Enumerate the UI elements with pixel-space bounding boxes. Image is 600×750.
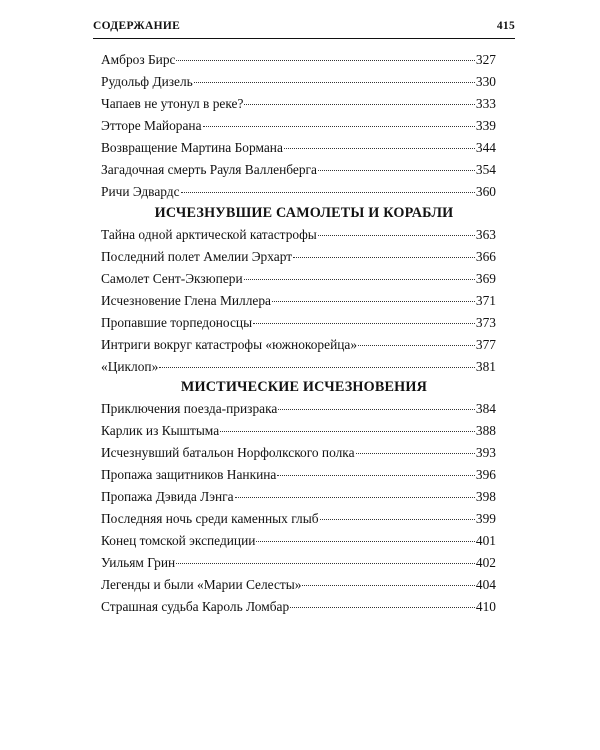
entry-page: 402 <box>475 555 496 570</box>
entry-title: Легенды и были «Марии Селесты» <box>101 577 302 592</box>
toc-entry <box>101 225 496 245</box>
dot-leader <box>318 235 475 236</box>
entry-page: 410 <box>475 599 496 614</box>
entry-page: 339 <box>475 118 496 133</box>
toc-entry <box>101 553 496 573</box>
dot-leader <box>194 82 475 83</box>
entry-page: 388 <box>475 423 496 438</box>
entry-title: Возвращение Мартина Бормана <box>101 140 283 155</box>
toc-entry <box>101 443 496 463</box>
dot-leader <box>320 519 475 520</box>
entry-title: Рудольф Дизель <box>101 74 193 89</box>
entry-page: 330 <box>475 74 496 89</box>
entry-title: Загадочная смерть Рауля Валленберга <box>101 162 317 177</box>
toc-entry <box>101 247 496 267</box>
section-heading: ИСЧЕЗНУВШИЕ САМОЛЕТЫ И КОРАБЛИ <box>154 205 454 221</box>
entry-title: Этторе Майорана <box>101 118 202 133</box>
entry-title: Последняя ночь среди каменных глыб <box>101 511 319 526</box>
toc-entry <box>101 357 496 377</box>
toc-entry <box>101 269 496 289</box>
entry-page: 399 <box>475 511 496 526</box>
dot-leader <box>356 453 475 454</box>
entry-title: Карлик из Кыштыма <box>101 423 220 438</box>
dot-leader <box>235 497 475 498</box>
dot-leader <box>256 541 474 542</box>
dot-leader <box>253 323 475 324</box>
section-heading: МИСТИЧЕСКИЕ ИСЧЕЗНОВЕНИЯ <box>180 379 428 395</box>
toc-entry <box>101 94 496 114</box>
entry-page: 373 <box>475 315 496 330</box>
entry-page: 369 <box>475 271 496 286</box>
entry-title: Самолет Сент-Экзюпери <box>101 271 243 286</box>
dot-leader <box>293 257 475 258</box>
dot-leader <box>318 170 475 171</box>
dot-leader <box>290 607 475 608</box>
dot-leader <box>302 585 474 586</box>
toc-entry <box>101 399 496 419</box>
toc-entry <box>101 182 496 202</box>
toc-entry <box>101 597 496 617</box>
entry-title: Амброз Бирс <box>101 52 176 67</box>
dot-leader <box>244 104 475 105</box>
dot-leader <box>272 301 475 302</box>
dot-leader <box>176 60 474 61</box>
entry-title: Исчезнувший батальон Норфолкского полка <box>101 445 355 460</box>
entry-title: Интриги вокруг катастрофы «южнокорейца» <box>101 337 358 352</box>
entry-title: Пропажа Дэвида Лэнга <box>101 489 234 504</box>
entry-title: Приключения поезда-призрака <box>101 401 278 416</box>
dot-leader <box>278 409 475 410</box>
entry-page: 344 <box>475 140 496 155</box>
running-head <box>93 20 515 32</box>
entry-page: 333 <box>475 96 496 111</box>
header-rule <box>93 38 515 39</box>
entry-title: Уильям Грин <box>101 555 176 570</box>
dot-leader <box>358 345 475 346</box>
page-number: 415 <box>496 20 515 32</box>
toc-entry <box>101 72 496 92</box>
entry-page: 366 <box>475 249 496 264</box>
toc-entry <box>101 116 496 136</box>
entry-title: Последний полет Амелии Эрхарт <box>101 249 293 264</box>
dot-leader <box>159 367 475 368</box>
toc-entry <box>101 50 496 70</box>
entry-title: Ричи Эдвардс <box>101 184 180 199</box>
entry-title: Пропавшие торпедоносцы <box>101 315 253 330</box>
toc-entry <box>101 509 496 529</box>
entry-page: 363 <box>475 227 496 242</box>
entry-title: Исчезновение Глена Миллера <box>101 293 271 308</box>
entry-page: 404 <box>475 577 496 592</box>
dot-leader <box>244 279 475 280</box>
entry-title: «Циклоп» <box>101 359 159 374</box>
toc-entry <box>101 138 496 158</box>
entry-page: 360 <box>475 184 496 199</box>
entry-page: 384 <box>475 401 496 416</box>
toc-entry <box>101 421 496 441</box>
entry-page: 398 <box>475 489 496 504</box>
toc-entry <box>101 291 496 311</box>
dot-leader <box>284 148 475 149</box>
toc-entry <box>101 487 496 507</box>
toc-entry <box>101 160 496 180</box>
entry-page: 371 <box>475 293 496 308</box>
entry-page: 381 <box>475 359 496 374</box>
dot-leader <box>181 192 475 193</box>
toc-entry <box>101 575 496 595</box>
dot-leader <box>203 126 475 127</box>
dot-leader <box>176 563 475 564</box>
toc-entry <box>101 465 496 485</box>
dot-leader <box>220 431 475 432</box>
entry-page: 327 <box>475 52 496 67</box>
toc-entry <box>101 531 496 551</box>
entry-page: 354 <box>475 162 496 177</box>
toc-entry <box>101 335 496 355</box>
entry-title: Тайна одной арктической катастрофы <box>101 227 317 242</box>
entry-page: 401 <box>475 533 496 548</box>
entry-page: 393 <box>475 445 496 460</box>
toc-entry <box>101 313 496 333</box>
dot-leader <box>277 475 475 476</box>
running-head-title: СОДЕРЖАНИЕ <box>93 20 181 32</box>
entry-page: 377 <box>475 337 496 352</box>
entry-title: Конец томской экспедиции <box>101 533 256 548</box>
entry-title: Чапаев не утонул в реке? <box>101 96 244 111</box>
entry-title: Страшная судьба Кароль Ломбар <box>101 599 290 614</box>
entry-page: 396 <box>475 467 496 482</box>
entry-title: Пропажа защитников Нанкина <box>101 467 277 482</box>
